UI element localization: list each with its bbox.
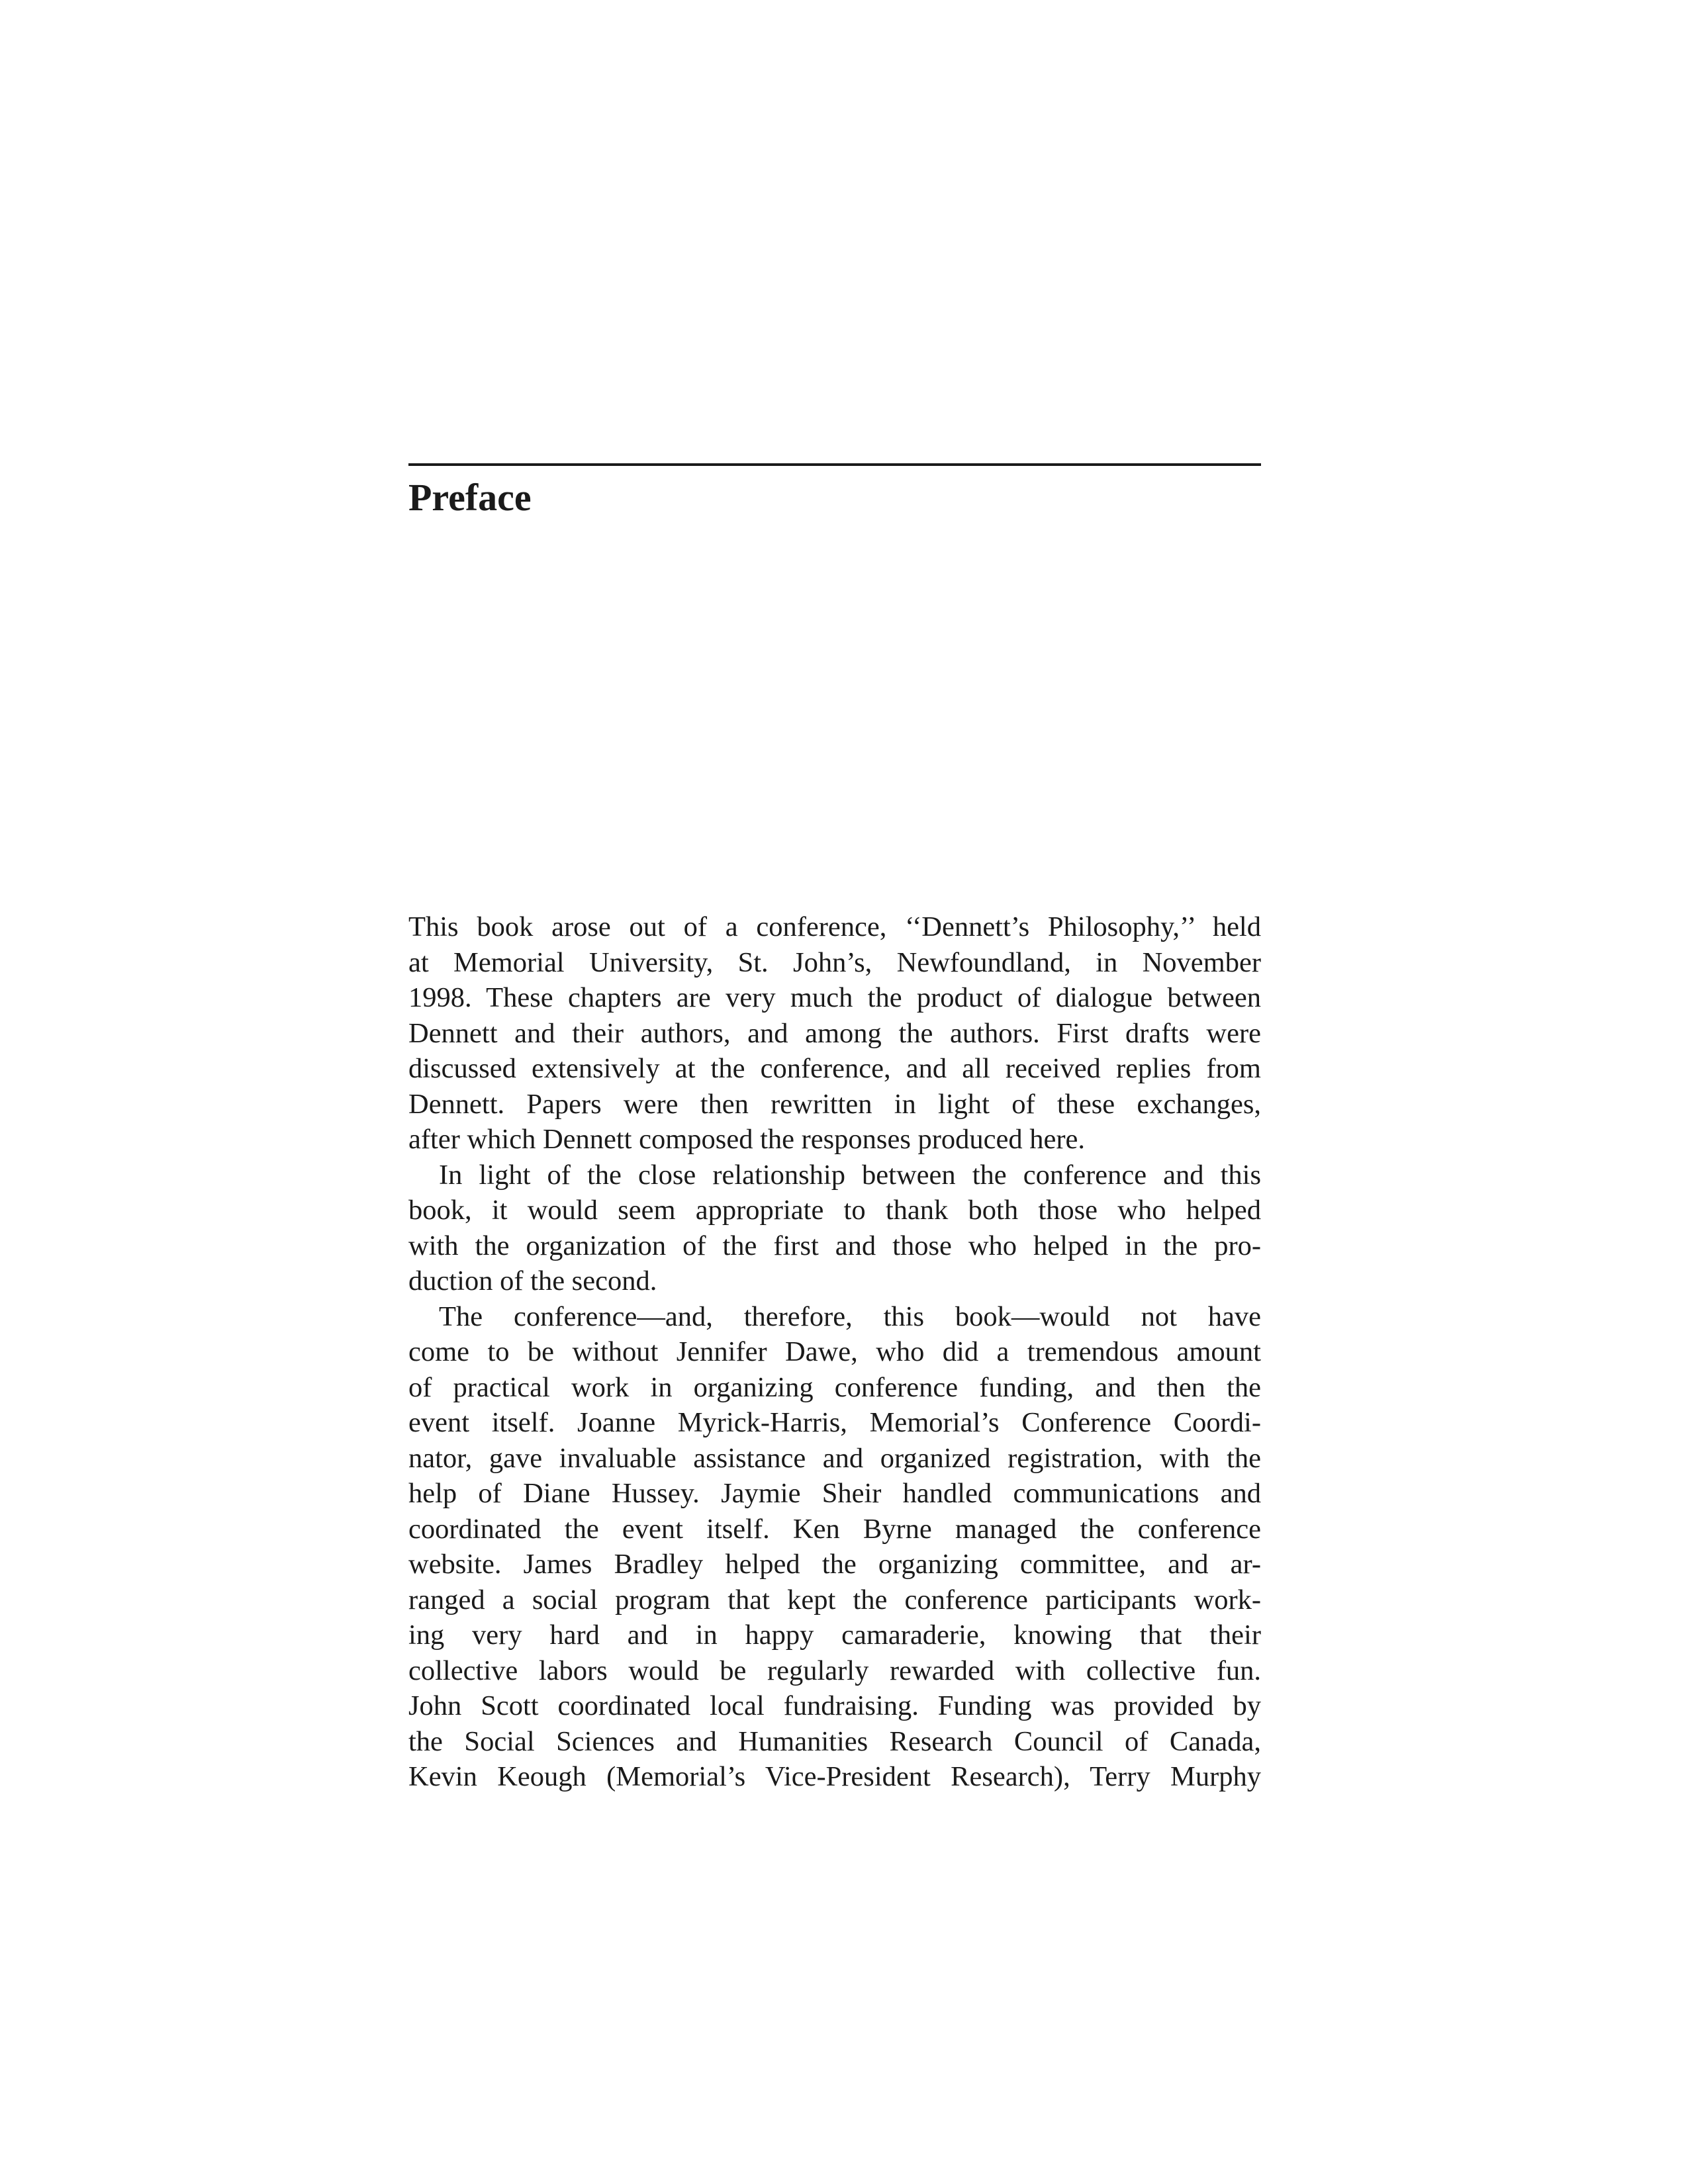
paragraph-2-line-3: with the organization of the first and those who helped in the pro- (408, 1230, 1261, 1261)
paragraph-3-line-4: event itself. Joanne Myrick-Harris, Memorial’s Conference Coordi- (408, 1407, 1261, 1438)
heading-rule (408, 463, 1261, 466)
paragraph-1-line-2: at Memorial University, St. John’s, Newfoundland, in November (408, 946, 1261, 978)
paragraph-3-line-6: help of Diane Hussey. Jaymie Sheir handled communications and (408, 1478, 1261, 1509)
paragraph-1-line-7: after which Dennett composed the responses produced here. (408, 1124, 1085, 1155)
paragraph-3-line-8: website. James Bradley helped the organizing committee, and ar- (408, 1549, 1261, 1580)
preface-heading: Preface (408, 476, 532, 519)
paragraph-3-line-10: ing very hard and in happy camaraderie, knowing that their (408, 1619, 1261, 1651)
paragraph-2-line-4: duction of the second. (408, 1265, 657, 1297)
paragraph-1-line-4: Dennett and their authors, and among the authors. First drafts were (408, 1017, 1261, 1049)
preface-body (408, 909, 1261, 1795)
paragraph-3-line-7: coordinated the event itself. Ken Byrne managed the conference (408, 1513, 1261, 1545)
paragraph-2-line-2: book, it would seem appropriate to thank both those who helped (408, 1195, 1261, 1226)
paragraph-3-line-9: ranged a social program that kept the conference participants work- (408, 1584, 1261, 1615)
paragraph-1-line-5: discussed extensively at the conference, and all received replies from (408, 1053, 1261, 1084)
paragraph-3-line-2: come to be without Jennifer Dawe, who did a tremendous amount (408, 1336, 1261, 1367)
paragraph-1-line-3: 1998. These chapters are very much the product of dialogue between (408, 982, 1261, 1013)
paragraph-3-line-1: The conference—and, therefore, this book—would not have (439, 1300, 1261, 1332)
paragraph-3-line-13: the Social Sciences and Humanities Research Council of Canada, (408, 1725, 1261, 1757)
paragraph-3-line-5: nator, gave invaluable assistance and organized registration, with the (408, 1442, 1261, 1474)
paragraph-3-line-12: John Scott coordinated local fundraising. Funding was provided by (408, 1690, 1261, 1721)
paragraph-1-line-6: Dennett. Papers were then rewritten in light of these exchanges, (408, 1088, 1261, 1120)
paragraph-3-line-3: of practical work in organizing conference funding, and then the (408, 1371, 1261, 1403)
paragraph-3-line-11: collective labors would be regularly rewarded with collective fun. (408, 1655, 1261, 1686)
paragraph-2-line-1: In light of the close relationship between the conference and this (439, 1159, 1261, 1191)
paragraph-3-line-14: Kevin Keough (Memorial’s Vice-President Research), Terry Murphy (408, 1761, 1261, 1792)
paragraph-1-line-1: This book arose out of a conference, ‘‘Dennett’s Philosophy,’’ held (408, 911, 1261, 942)
